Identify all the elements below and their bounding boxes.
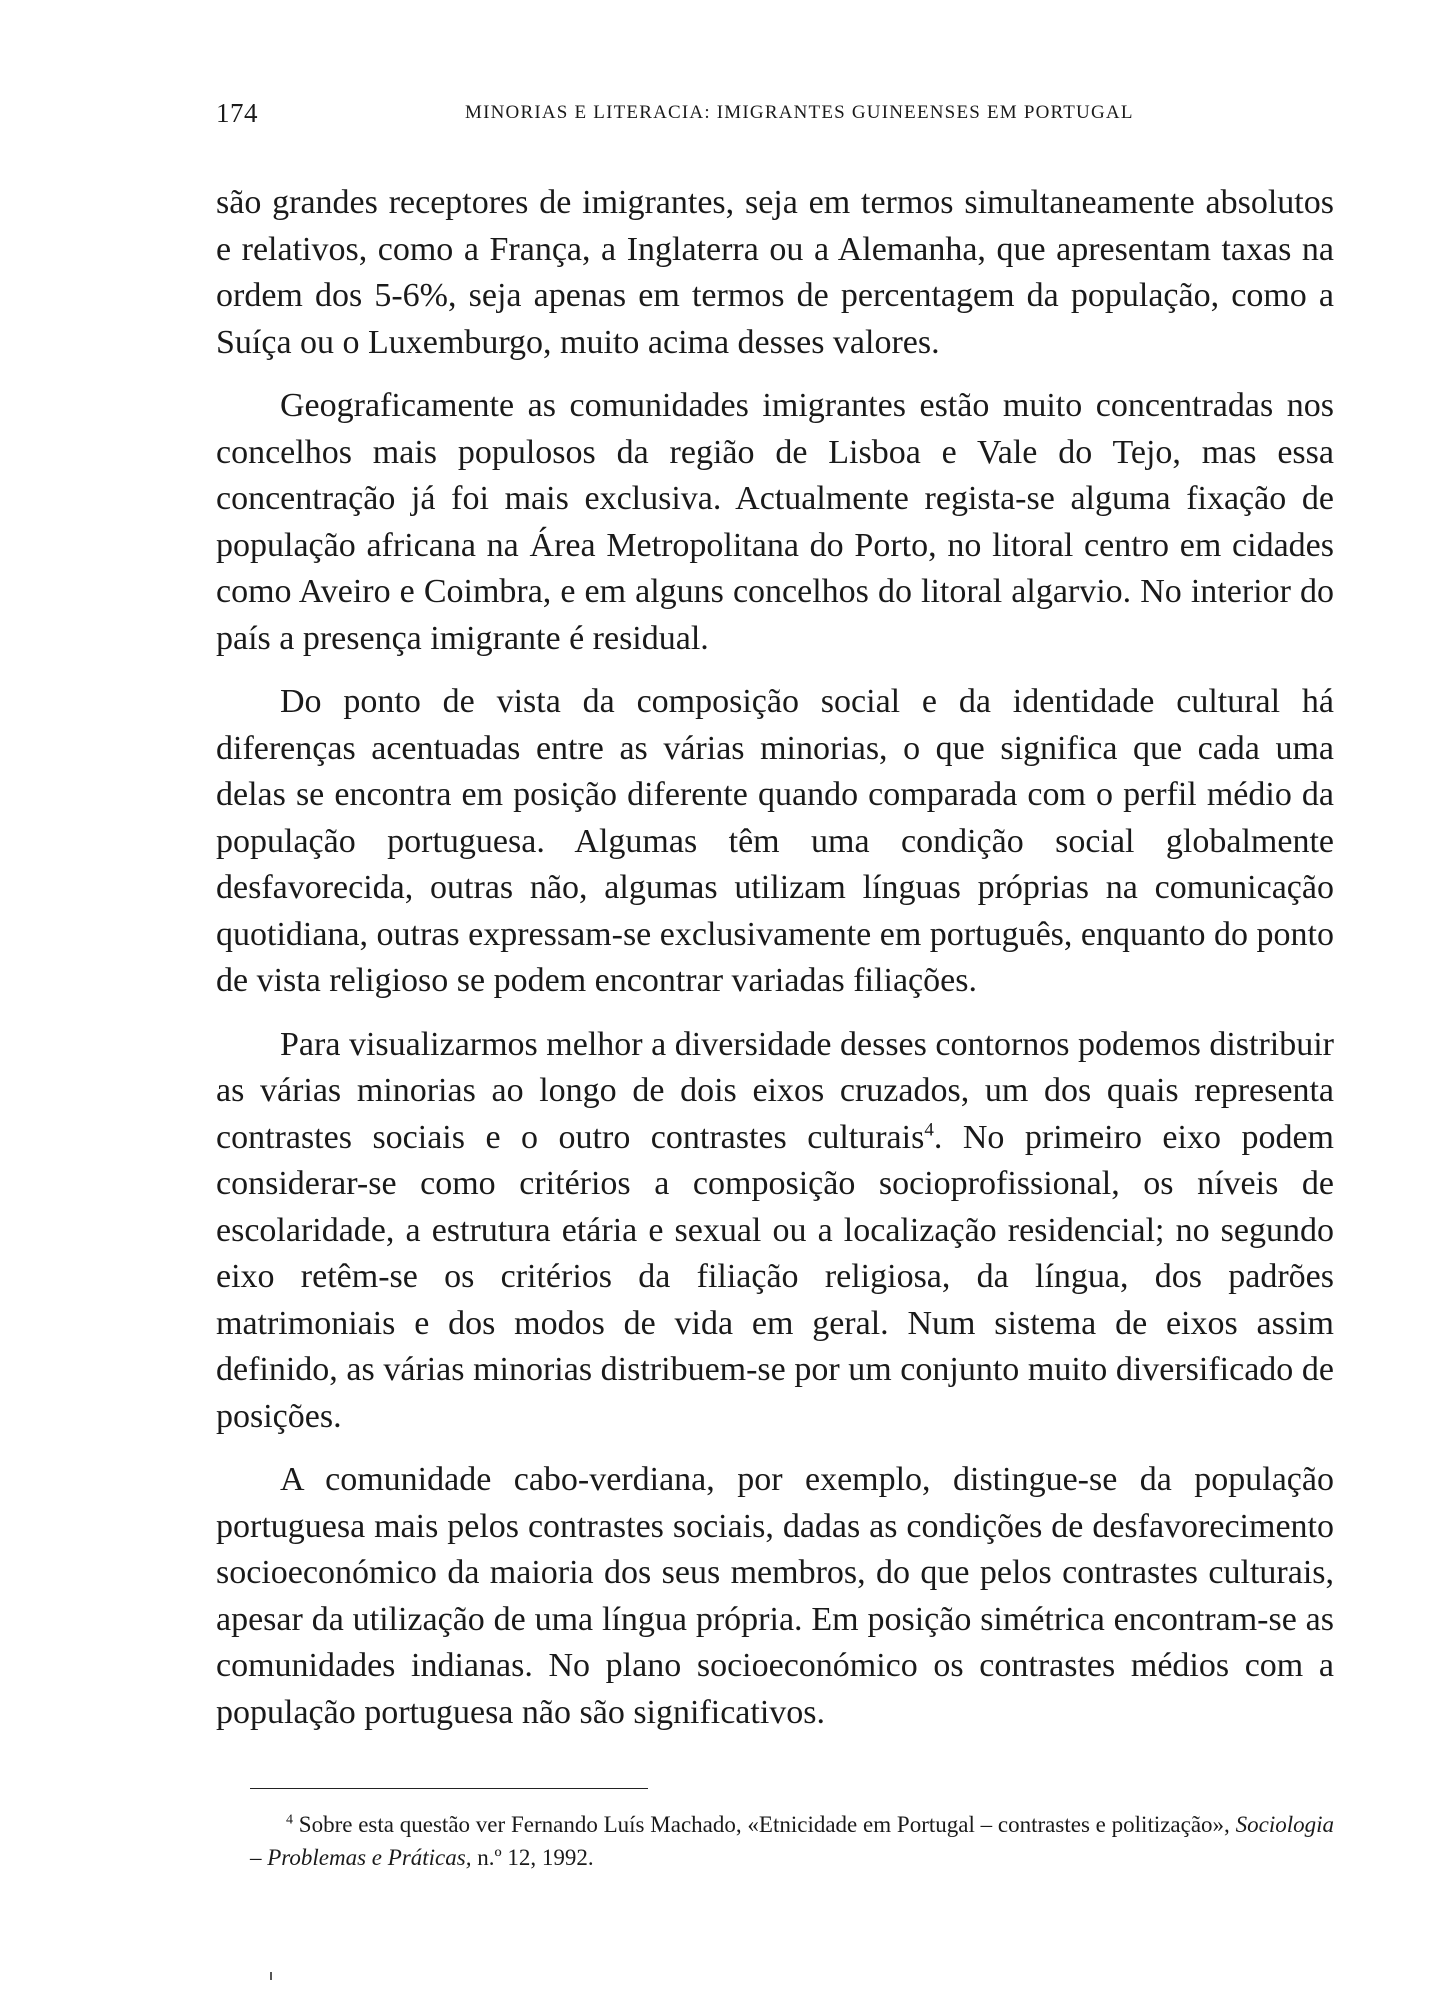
- paragraph-4: [216, 1022, 1334, 1441]
- paragraph-1: são grandes receptores de imigrantes, seja em termos simultaneamente absolutos e relativos, como a França, a Inglaterra ou a Alemanha, que apresentam taxas na ordem dos 5-6%, seja apenas em termos de percentagem da população, como a Suíça ou o Luxemburgo, muito acima desses valores.: [216, 184, 1334, 361]
- running-head: MINORIAS E LITERACIA: IMIGRANTES GUINEENSES EM PORTUGAL: [465, 102, 1134, 123]
- page-number: 174: [216, 98, 258, 128]
- paragraph-5: A comunidade cabo-verdiana, por exemplo, distingue-se da população portuguesa mais pelos contrastes sociais, dadas as condições de desfavorecimento socioeconómico da maioria dos seus membros, do que pelos contrastes culturais, apesar da utilização de uma língua própria. Em posição simétrica encontram-se as comunidades indianas. No plano socioeconómico os contrastes médios com a população portuguesa não são significativos.: [216, 1461, 1334, 1731]
- paragraph-4-text-end: . No primeiro eixo podem considerar-se como critérios a composição socioprofissional, os níveis de escolaridade, a estrutura etária e sexual ou a localização residencial; no segundo eixo retêm-se os critérios da filiação religiosa, da língua, dos padrões matrimoniais e dos modos de vida em geral. Num sistema de eixos assim definido, as várias minorias distribuem-se por um conjunto muito diversificado de posições.: [216, 1118, 1334, 1435]
- footnote: [250, 1808, 1334, 1874]
- footnote-marker: 4: [286, 1812, 293, 1828]
- footnote-separator: [250, 1788, 648, 1789]
- scan-mark: [270, 1972, 272, 1980]
- footnote-text-end: n.º 12, 1992.: [471, 1845, 594, 1870]
- footnote-reference: 4: [924, 1119, 934, 1141]
- footnote-journal-title: Sociologia – Problemas e Práticas,: [250, 1812, 1334, 1870]
- paragraph-4-text-start: Para visualizarmos melhor a diversidade desses contornos podemos distribuir as várias minorias ao longo de dois eixos cruzados, um dos quais representa contrastes sociais e o outro contrastes culturais: [216, 1025, 1334, 1156]
- paragraph-3: Do ponto de vista da composição social e da identidade cultural há diferenças acentuadas entre as várias minorias, o que significa que cada uma delas se encontra em posição diferente quando comparada com o perfil médio da população portuguesa. Algumas têm uma condição social globalmente desfavorecida, outras não, algumas utilizam línguas próprias na comunicação quotidiana, outras expressam-se exclusivamente em português, enquanto do ponto de vista religioso se podem encontrar variadas filiações.: [216, 683, 1334, 999]
- paragraph-2: Geograficamente as comunidades imigrantes estão muito concentradas nos concelhos mais populosos da região de Lisboa e Vale do Tejo, mas essa concentração já foi mais exclusiva. Actualmente regista-se alguma fixação de população africana na Área Metropolitana do Porto, no litoral centro em cidades como Aveiro e Coimbra, e em alguns concelhos do litoral algarvio. No interior do país a presença imigrante é residual.: [216, 387, 1334, 657]
- footnote-text-start: Sobre esta questão ver Fernando Luís Machado, «Etnicidade em Portugal – contrastes e politização»,: [293, 1812, 1236, 1837]
- body-text: [216, 180, 1334, 1753]
